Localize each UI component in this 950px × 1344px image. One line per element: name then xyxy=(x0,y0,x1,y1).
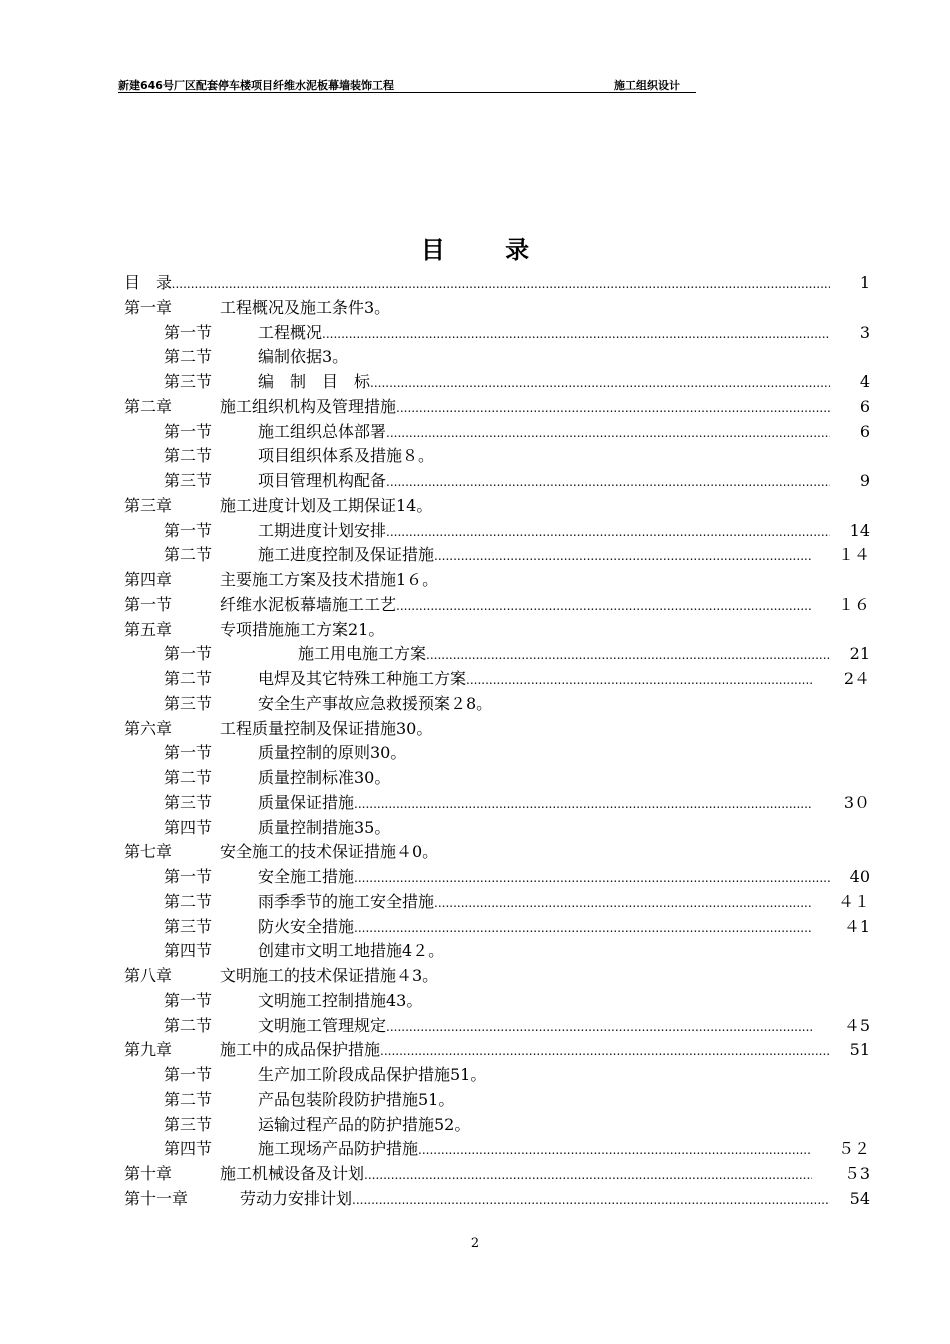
toc-label: 第三节 xyxy=(164,372,213,391)
toc-page-number: 21 xyxy=(849,644,870,664)
toc-title: 施工组织总体部署 xyxy=(258,421,387,441)
toc-entry[interactable] xyxy=(0,518,950,543)
toc-title: 文明施工控制措施43。 xyxy=(258,990,423,1010)
toc-page-number: 4 xyxy=(859,372,870,391)
toc-label: 第一章 xyxy=(124,297,173,317)
toc-entry[interactable] xyxy=(0,443,950,468)
toc-title: 项目组织体系及措施８。 xyxy=(258,446,435,466)
toc-title: 安全施工措施 xyxy=(258,867,355,886)
toc-label: 第一节 xyxy=(164,644,213,664)
toc-entry[interactable] xyxy=(0,988,950,1013)
toc-entry[interactable] xyxy=(0,691,950,716)
toc-label: 第二节 xyxy=(164,768,213,787)
toc-entry[interactable] xyxy=(0,1186,950,1211)
toc-title: 纤维水泥板幕墙施工工艺 xyxy=(220,594,397,614)
toc-label: 第三节 xyxy=(164,471,213,490)
toc-title: 文明施工的技术保证措施４3。 xyxy=(220,966,439,985)
toc-label: 第四节 xyxy=(164,817,213,837)
toc-page-number: ４１ xyxy=(837,891,870,911)
toc-entry[interactable] xyxy=(0,765,950,790)
toc-title: 施工组织机构及管理措施 xyxy=(220,396,397,416)
toc-label: 第十一章 xyxy=(124,1188,189,1208)
toc-label: 第七章 xyxy=(124,842,173,862)
running-header xyxy=(118,76,696,93)
toc-title: 施工进度控制及保证措施 xyxy=(258,545,435,565)
toc-title: 质量控制标准30。 xyxy=(258,768,391,787)
page-number: 2 xyxy=(470,1236,480,1251)
toc-label: 目 录 xyxy=(124,273,173,292)
toc-entry[interactable] xyxy=(0,542,950,567)
toc-leader-dots xyxy=(386,419,830,444)
toc-title: 施工机械设备及计划 xyxy=(220,1164,365,1183)
toc-entry[interactable] xyxy=(0,1037,950,1062)
toc-title: 工程概况 xyxy=(258,322,323,342)
toc-page-number: 6 xyxy=(859,396,870,416)
toc-page-number: ５２ xyxy=(837,1139,870,1159)
toc-title: 施工现场产品防护措施 xyxy=(258,1139,419,1159)
toc-title: 产品包装阶段防护措施51。 xyxy=(258,1089,455,1109)
toc-page-number: ４5 xyxy=(843,1015,870,1035)
toc-page-number: １６ xyxy=(837,594,870,614)
toc-page-number: 2４ xyxy=(843,669,870,688)
toc-title: 工程质量控制及保证措施30。 xyxy=(220,718,433,738)
toc-title: 工程概况及施工条件3。 xyxy=(220,297,391,317)
toc-entry[interactable] xyxy=(0,1161,950,1186)
toc-page-number: １４ xyxy=(837,545,870,565)
toc-page-number: 54 xyxy=(849,1188,870,1208)
header-project-title: 新建646号厂区配套停车楼项目纤维水泥板幕墙装饰工程 xyxy=(118,79,394,92)
toc-label: 第三节 xyxy=(164,916,213,936)
toc-label: 第二节 xyxy=(164,891,213,911)
toc-label: 第九章 xyxy=(124,1040,173,1060)
header-doc-type: 施工组织设计 xyxy=(614,79,680,92)
toc-title: 项目管理机构配备 xyxy=(258,471,387,490)
toc-label: 第四章 xyxy=(124,570,173,589)
toc-title: 质量控制的原则30。 xyxy=(258,743,407,763)
toc-leader-dots xyxy=(434,889,812,914)
toc-entry[interactable] xyxy=(0,1112,950,1137)
toc-entry[interactable] xyxy=(0,493,950,518)
toc-title: 文明施工管理规定 xyxy=(258,1015,387,1035)
toc-entry[interactable] xyxy=(0,963,950,988)
toc-title: 质量保证措施 xyxy=(258,792,355,812)
toc-title: 安全生产事故应急救援预案２8。 xyxy=(258,693,493,713)
toc-leader-dots xyxy=(322,320,830,345)
toc-entry[interactable] xyxy=(0,889,950,914)
toc-page-number: 3０ xyxy=(843,792,870,812)
toc-entry[interactable] xyxy=(0,1087,950,1112)
toc-label: 第四节 xyxy=(164,1139,213,1159)
toc-label: 第一节 xyxy=(164,520,213,540)
toc-label: 第二节 xyxy=(164,545,213,565)
toc-title: 运输过程产品的防护措施52。 xyxy=(258,1114,471,1134)
toc-leader-dots xyxy=(352,1186,830,1211)
toc-title: 生产加工阶段成品保护措施51。 xyxy=(258,1065,487,1084)
toc-entry[interactable] xyxy=(0,344,950,369)
toc-label: 第十章 xyxy=(124,1164,173,1183)
toc-label: 第六章 xyxy=(124,718,173,738)
toc-entry[interactable] xyxy=(0,1062,950,1087)
toc-label: 第四节 xyxy=(164,941,213,961)
toc-leader-dots xyxy=(396,592,812,617)
toc-entry[interactable] xyxy=(0,270,950,295)
toc-title: 电焊及其它特殊工种施工方案 xyxy=(258,669,467,688)
toc-label: 第一节 xyxy=(164,867,213,886)
toc-entry[interactable] xyxy=(0,864,950,889)
toc-entry[interactable] xyxy=(0,815,950,840)
toc-leader-dots xyxy=(466,666,812,691)
toc-label: 第一节 xyxy=(164,421,213,441)
toc-entry[interactable] xyxy=(0,716,950,741)
toc-leader-dots xyxy=(370,369,830,394)
toc-page-number: 51 xyxy=(849,1040,870,1060)
toc-entry[interactable] xyxy=(0,320,950,345)
toc-leader-dots xyxy=(354,790,812,815)
toc-page-number: 14 xyxy=(849,520,870,540)
toc-entry[interactable] xyxy=(0,641,950,666)
toc-label: 第二节 xyxy=(164,446,213,466)
toc-page-number: 40 xyxy=(849,867,870,886)
toc-leader-dots xyxy=(386,468,830,493)
toc-label: 第二节 xyxy=(164,1015,213,1035)
toc-title: 劳动力安排计划 xyxy=(240,1188,353,1208)
toc-entry[interactable] xyxy=(0,295,950,320)
page-title: 目 录 xyxy=(420,235,556,264)
toc-label: 第八章 xyxy=(124,966,173,985)
toc-entry[interactable] xyxy=(0,419,950,444)
toc-entry[interactable] xyxy=(0,1136,950,1161)
toc-label: 第五章 xyxy=(124,619,173,639)
toc-label: 第二节 xyxy=(164,1089,213,1109)
toc-leader-dots xyxy=(426,641,830,666)
toc-page-number: 6 xyxy=(859,421,870,441)
toc-label: 第三节 xyxy=(164,693,213,713)
toc-title: 主要施工方案及技术措施1６。 xyxy=(220,570,439,589)
toc-title: 质量控制措施35。 xyxy=(258,817,391,837)
toc-title: 创建市文明工地措施4２。 xyxy=(258,941,445,961)
toc-label: 第一节 xyxy=(164,322,213,342)
toc-title: 施工进度计划及工期保证14。 xyxy=(220,495,433,515)
toc-leader-dots xyxy=(164,270,830,295)
toc-page-number: 3 xyxy=(859,322,870,342)
toc-leader-dots xyxy=(434,542,812,567)
toc-title: 施工用电施工方案 xyxy=(298,644,427,664)
toc-entry[interactable] xyxy=(0,790,950,815)
toc-page-number: ５3 xyxy=(843,1164,870,1183)
toc-leader-dots xyxy=(364,1161,812,1186)
toc-label: 第一节 xyxy=(164,1065,213,1084)
toc-leader-dots xyxy=(396,394,830,419)
toc-title: 编 制 目 标 xyxy=(258,372,371,391)
toc-entry[interactable] xyxy=(0,617,950,642)
toc-entry[interactable] xyxy=(0,1013,950,1038)
toc-label: 第二章 xyxy=(124,396,173,416)
toc-label: 第二节 xyxy=(164,347,213,367)
toc-entry[interactable] xyxy=(0,938,950,963)
toc-label: 第三节 xyxy=(164,792,213,812)
toc-entry[interactable] xyxy=(0,394,950,419)
toc-entry[interactable] xyxy=(0,592,950,617)
toc-label: 第二节 xyxy=(164,669,213,688)
toc-label: 第三节 xyxy=(164,1114,213,1134)
toc-label: 第一节 xyxy=(164,743,213,763)
toc-title: 编制依据3。 xyxy=(258,347,349,367)
toc-entry[interactable] xyxy=(0,740,950,765)
toc-entry[interactable] xyxy=(0,369,950,394)
toc-title: 专项措施施工方案21。 xyxy=(220,619,385,639)
toc-label: 第一节 xyxy=(164,990,213,1010)
toc-leader-dots xyxy=(380,1037,830,1062)
toc-entry[interactable] xyxy=(0,567,950,592)
toc-title: 工期进度计划安排 xyxy=(258,520,387,540)
toc-title: 施工中的成品保护措施 xyxy=(220,1040,381,1060)
toc-page-number: 9 xyxy=(859,471,870,490)
toc-entry[interactable] xyxy=(0,666,950,691)
toc-label: 第三章 xyxy=(124,495,173,515)
toc-leader-dots xyxy=(386,518,830,543)
toc-leader-dots xyxy=(354,914,812,939)
toc-title: 安全施工的技术保证措施４0。 xyxy=(220,842,439,862)
toc-page-number: ４1 xyxy=(843,916,870,936)
toc-leader-dots xyxy=(354,864,830,889)
toc-label: 第一节 xyxy=(124,594,173,614)
toc-leader-dots xyxy=(386,1013,812,1038)
toc-title: 防火安全措施 xyxy=(258,916,355,936)
toc-entry[interactable] xyxy=(0,914,950,939)
toc-title: 雨季季节的施工安全措施 xyxy=(258,891,435,911)
toc-entry[interactable] xyxy=(0,468,950,493)
toc-entry[interactable] xyxy=(0,839,950,864)
toc-leader-dots xyxy=(418,1136,812,1161)
toc-page-number: 1 xyxy=(859,273,870,292)
